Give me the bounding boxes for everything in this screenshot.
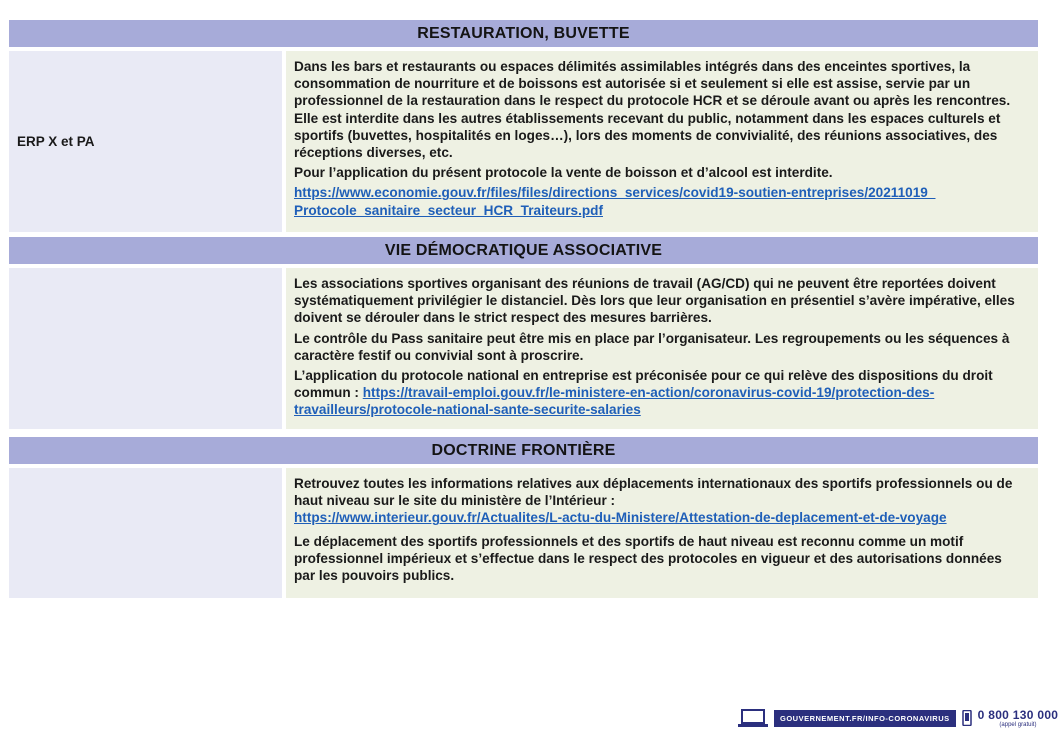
section-row-restauration [9, 51, 1038, 232]
row-label-cell [9, 468, 282, 598]
website-badge[interactable]: GOUVERNEMENT.FR/INFO-CORONAVIRUS [774, 710, 956, 727]
section-header-restauration [9, 20, 1038, 47]
phone-number[interactable]: 0 800 130 000 [977, 707, 1059, 722]
row-content-cell [286, 268, 1038, 429]
link-intro: L’application du protocole national en entreprise est préconisée pour ce qui relève des dispositions du droit commun : [294, 368, 993, 401]
row-content-cell [286, 51, 1038, 232]
row-content-cell [286, 468, 1038, 598]
section-header-vie-democratique [9, 237, 1038, 264]
travail-emploi-link[interactable]: https://travail-emploi.gouv.fr/le-ministere-en-action/coronavirus-covid-19/protection-des-travailleurs/protocole-national-sante-securite-salaries [294, 385, 935, 418]
phone-block [978, 709, 1059, 728]
paragraph: Le contrôle du Pass sanitaire peut être mis en place par l’organisateur. Les regroupements ou les séquences à caractère festif ou convivial sont à proscrire. [294, 330, 1010, 363]
section-header-doctrine-frontiere [9, 437, 1038, 464]
section-title: VIE DÉMOCRATIQUE ASSOCIATIVE [384, 241, 663, 259]
section-title: DOCTRINE FRONTIÈRE [431, 441, 616, 459]
footer [738, 707, 1058, 729]
section-row-doctrine-frontiere [9, 468, 1038, 598]
hcr-protocol-link[interactable]: https://www.economie.gouv.fr/files/files/directions_services/covid19-soutien-entreprises/20211019_ Protocole_sanitaire_secteur_HCR_Traiteurs.pdf [294, 185, 936, 218]
interieur-link[interactable]: https://www.interieur.gouv.fr/Actualites/L-actu-du-Ministere/Attestation-de-deplacement-et-de-voyage [294, 510, 947, 526]
section-row-vie-democratique [9, 268, 1038, 429]
phone-note: (appel gratuit) [999, 721, 1037, 728]
paragraph: Le déplacement des sportifs professionnels et des sportifs de haut niveau est reconnu comme un motif professionnel impérieux et s’effectue dans le respect des protocoles en vigueur et des autorisations données par les pouvoirs publics. [294, 533, 1002, 584]
section-title: RESTAURATION, BUVETTE [417, 24, 630, 42]
phone-icon [962, 710, 972, 726]
paragraph: Les associations sportives organisant des réunions de travail (AG/CD) qui ne peuvent être reportées doivent systématiquement privilégier le distanciel. Dès lors que leur organisation en présentiel s’avère impérative, elles doivent se dérouler dans le strict respect des mesures barrières. [294, 276, 1015, 326]
laptop-icon [738, 709, 768, 727]
paragraph: Dans les bars et restaurants ou espaces délimités assimilables intégrés dans des enceintes sportives, la consommation de nourriture et de boissons est autorisée si et seulement si elle est assise, servie par un professionnel de la restauration dans le respect du protocole HCR et se déroule avant ou après les rencontres. Elle est interdite dans les autres établissements recevant du public, notamment dans les espaces culturels et sportifs (buvettes, hospitalités en loges…), lors des moments de convivialité, des réunions associatives, des réceptions diverses, etc. [294, 59, 1011, 161]
row-label-cell [9, 268, 282, 429]
row-label-cell [9, 51, 282, 232]
paragraph: Pour l’application du présent protocole la vente de boisson et d’alcool est interdite. [294, 165, 833, 181]
paragraph: Retrouvez toutes les informations relatives aux déplacements internationaux des sportifs professionnels ou de haut niveau sur le site du ministère de l’Intérieur : [294, 476, 1013, 509]
row-label: ERP X et PA [17, 134, 95, 149]
